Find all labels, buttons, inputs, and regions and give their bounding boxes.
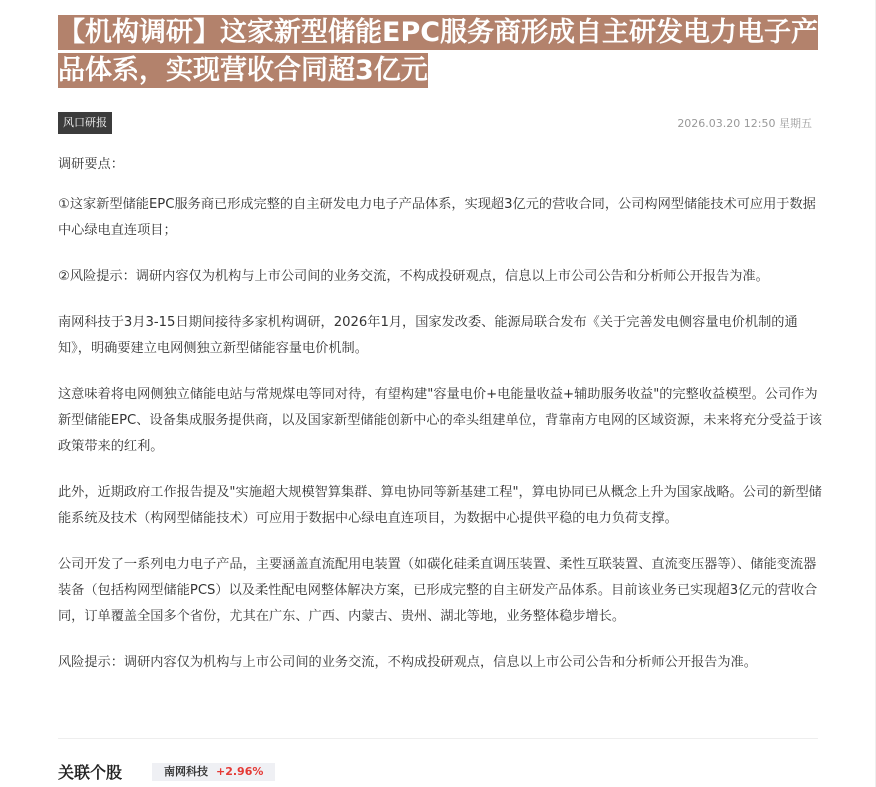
stock-change: +2.96%: [216, 765, 264, 778]
section-divider: [58, 738, 818, 739]
paragraph-body-4: 公司开发了一系列电力电子产品，主要涵盖直流配用电装置（如碳化硅柔直调压装置、柔性互联装置、直流变压器等）、储能变流器装备（包括构网型储能PCS）以及柔性配电网整体解决方案，已形成完整的自主研发产品体系。目前该业务已实现超3亿元的营收合同，订单覆盖全国多个省份，尤其在广东、广西、内蒙古、贵州、湖北等地，业务整体稳步增长。: [58, 557, 818, 624]
paragraph-body-3: 此外，近期政府工作报告提及"实施超大规模智算集群、算电协同等新基建工程"，算电协同已从概念上升为国家战略。公司的新型储能系统及技术（构网型储能技术）可应用于数据中心绿电直连项目，为数据中心提供平稳的电力负荷支撑。: [58, 485, 822, 526]
category-tag[interactable]: 风口研报: [58, 112, 112, 134]
publish-date: 2026.03.20 12:50 星期五: [677, 117, 812, 130]
paragraph-risk-notice: 风险提示：调研内容仅为机构与上市公司间的业务交流，不构成投研观点，信息以上市公司公告和分析师公开报告为准。: [58, 655, 757, 670]
paragraph-point-1: ①这家新型储能EPC服务商已形成完整的自主研发电力电子产品体系，实现超3亿元的营收合同，公司构网型储能技术可应用于数据中心绿电直连项目；: [58, 197, 816, 238]
stock-name: 南网科技: [164, 765, 208, 778]
paragraph-body-2: 这意味着将电网侧独立储能电站与常规煤电等同对待，有望构建"容量电价+电能量收益+辅助服务收益"的完整收益模型。公司作为新型储能EPC、设备集成服务提供商，以及国家新型储能创新中心的牵头组建单位，背靠南方电网的区域资源，未来将充分受益于该政策带来的红利。: [58, 387, 822, 454]
article-title-text: 【机构调研】这家新型储能EPC服务商形成自主研发电力电子产品体系，实现营收合同超3亿元: [58, 17, 819, 86]
stock-chip[interactable]: [152, 763, 275, 781]
related-stocks-title: 关联个股: [58, 763, 123, 782]
article-title: [58, 14, 828, 90]
paragraph-point-2: ②风险提示：调研内容仅为机构与上市公司间的业务交流，不构成投研观点，信息以上市公司公告和分析师公开报告为准。: [58, 269, 769, 284]
paragraph-summary-heading: 调研要点：: [58, 157, 124, 172]
article-body: [58, 152, 824, 696]
article-meta: [58, 112, 812, 134]
paragraph-body-1: 南网科技于3月3-15日期间接待多家机构调研，2026年1月，国家发改委、能源局联合发布《关于完善发电侧容量电价机制的通知》，明确要建立电网侧独立新型储能容量电价机制。: [58, 315, 798, 356]
